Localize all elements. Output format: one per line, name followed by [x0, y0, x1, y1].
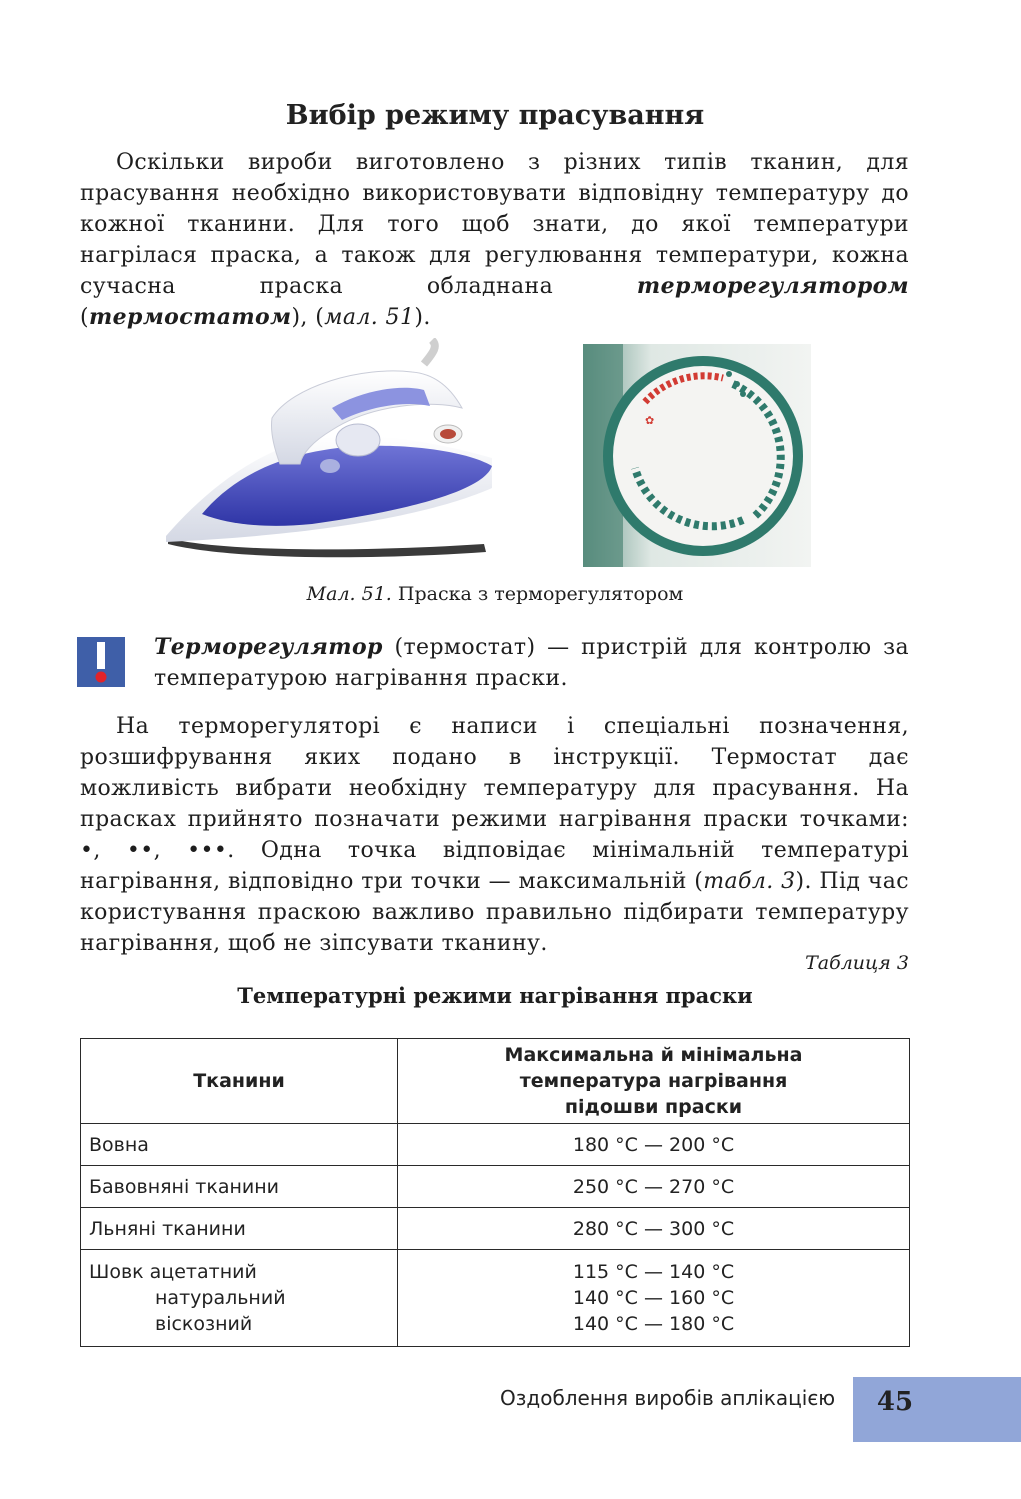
table-row	[81, 1250, 910, 1347]
temperature-cell: 250 °C — 270 °C	[398, 1166, 910, 1208]
svg-text:✿: ✿	[645, 414, 655, 427]
steam-iron-image	[162, 338, 502, 560]
fabric-cell	[81, 1250, 398, 1347]
term-thermostat: термостатом	[88, 304, 292, 330]
body-text-1: На терморегуляторі є написи і спеціальні позначення, розшифрування яких подано в інструкції. Термостат дає можливість вибрати необхідну температуру для прасування. На прасках прийнято позначати режими нагрівання праски точками: •, ••, •••. Одна точка відповідає мінімальній температурі нагрівання, відповідно три точки — максимальній (	[80, 714, 909, 894]
header-temp-line: підошви праски	[564, 1096, 743, 1118]
silk-viscose: віскозний	[155, 1313, 253, 1335]
page-number-box	[853, 1377, 1021, 1442]
figure-reference: мал. 51	[324, 305, 415, 330]
exclamation-icon	[77, 637, 125, 687]
intro-text-2: (	[80, 305, 89, 330]
intro-text-4: ).	[414, 305, 431, 330]
table-row	[81, 1208, 910, 1250]
table-number: Таблиця 3	[805, 952, 909, 974]
temperature-cell: 180 °C — 200 °C	[398, 1124, 910, 1166]
header-temperature	[398, 1039, 910, 1124]
page-number: 45	[876, 1387, 914, 1417]
definition-text	[154, 632, 909, 694]
silk-natural-temp: 140 °C — 160 °C	[572, 1287, 735, 1309]
definition-body: (термостат) — пристрій для контролю за температурою нагрівання праски.	[154, 635, 909, 691]
silk-acetate: Шовк ацетатний	[89, 1261, 257, 1283]
section-title: Вибір режиму прасування	[285, 100, 705, 131]
intro-text-1: Оскільки вироби виготовлено з різних типів тканин, для прасування необхідно використовувати відповідну температуру до кожної тканини. Для того щоб знати, до якої температури нагрілася праска, а також для регулювання температури, кожна сучасна праска обладнана	[80, 150, 909, 299]
table-header-row	[81, 1039, 910, 1124]
temperature-cell: 280 °C — 300 °C	[398, 1208, 910, 1250]
table-row	[81, 1166, 910, 1208]
body-paragraph	[80, 711, 909, 959]
figure-caption	[0, 583, 990, 605]
silk-natural: натуральний	[155, 1287, 286, 1309]
definition-term: Терморегулятор	[154, 634, 383, 660]
header-fabrics: Тканини	[81, 1039, 398, 1124]
header-temp-line: Максимальна й мінімальна	[504, 1044, 803, 1066]
body-text-2: ). Під час користування праскою важливо правильно підбирати температуру нагрівання, щоб не зіпсувати тканину.	[80, 869, 910, 956]
fabric-cell: Льняні тканини	[81, 1208, 398, 1250]
chapter-title: Оздоблення виробів аплікацією	[500, 1386, 836, 1410]
silk-acetate-temp: 115 °C — 140 °C	[572, 1261, 735, 1283]
thermostat-dial-image	[583, 344, 811, 567]
fabric-cell: Бавовняні тканини	[81, 1166, 398, 1208]
table-title: Температурні режими нагрівання праски	[237, 983, 753, 1008]
term-thermoregulator: терморегулятором	[636, 273, 909, 299]
intro-paragraph	[80, 147, 909, 333]
header-temp-line: температура нагрівання	[519, 1070, 788, 1092]
temperature-table	[80, 1038, 910, 1347]
temperature-cell	[398, 1250, 910, 1347]
intro-text-3: ), (	[291, 305, 325, 330]
table-row	[81, 1124, 910, 1166]
silk-viscose-temp: 140 °C — 180 °C	[572, 1313, 735, 1335]
fabric-cell: Вовна	[81, 1124, 398, 1166]
caption-text: Праска з терморегулятором	[391, 583, 684, 605]
caption-label: Мал. 51.	[306, 583, 392, 605]
table-reference: табл. 3	[703, 869, 796, 894]
